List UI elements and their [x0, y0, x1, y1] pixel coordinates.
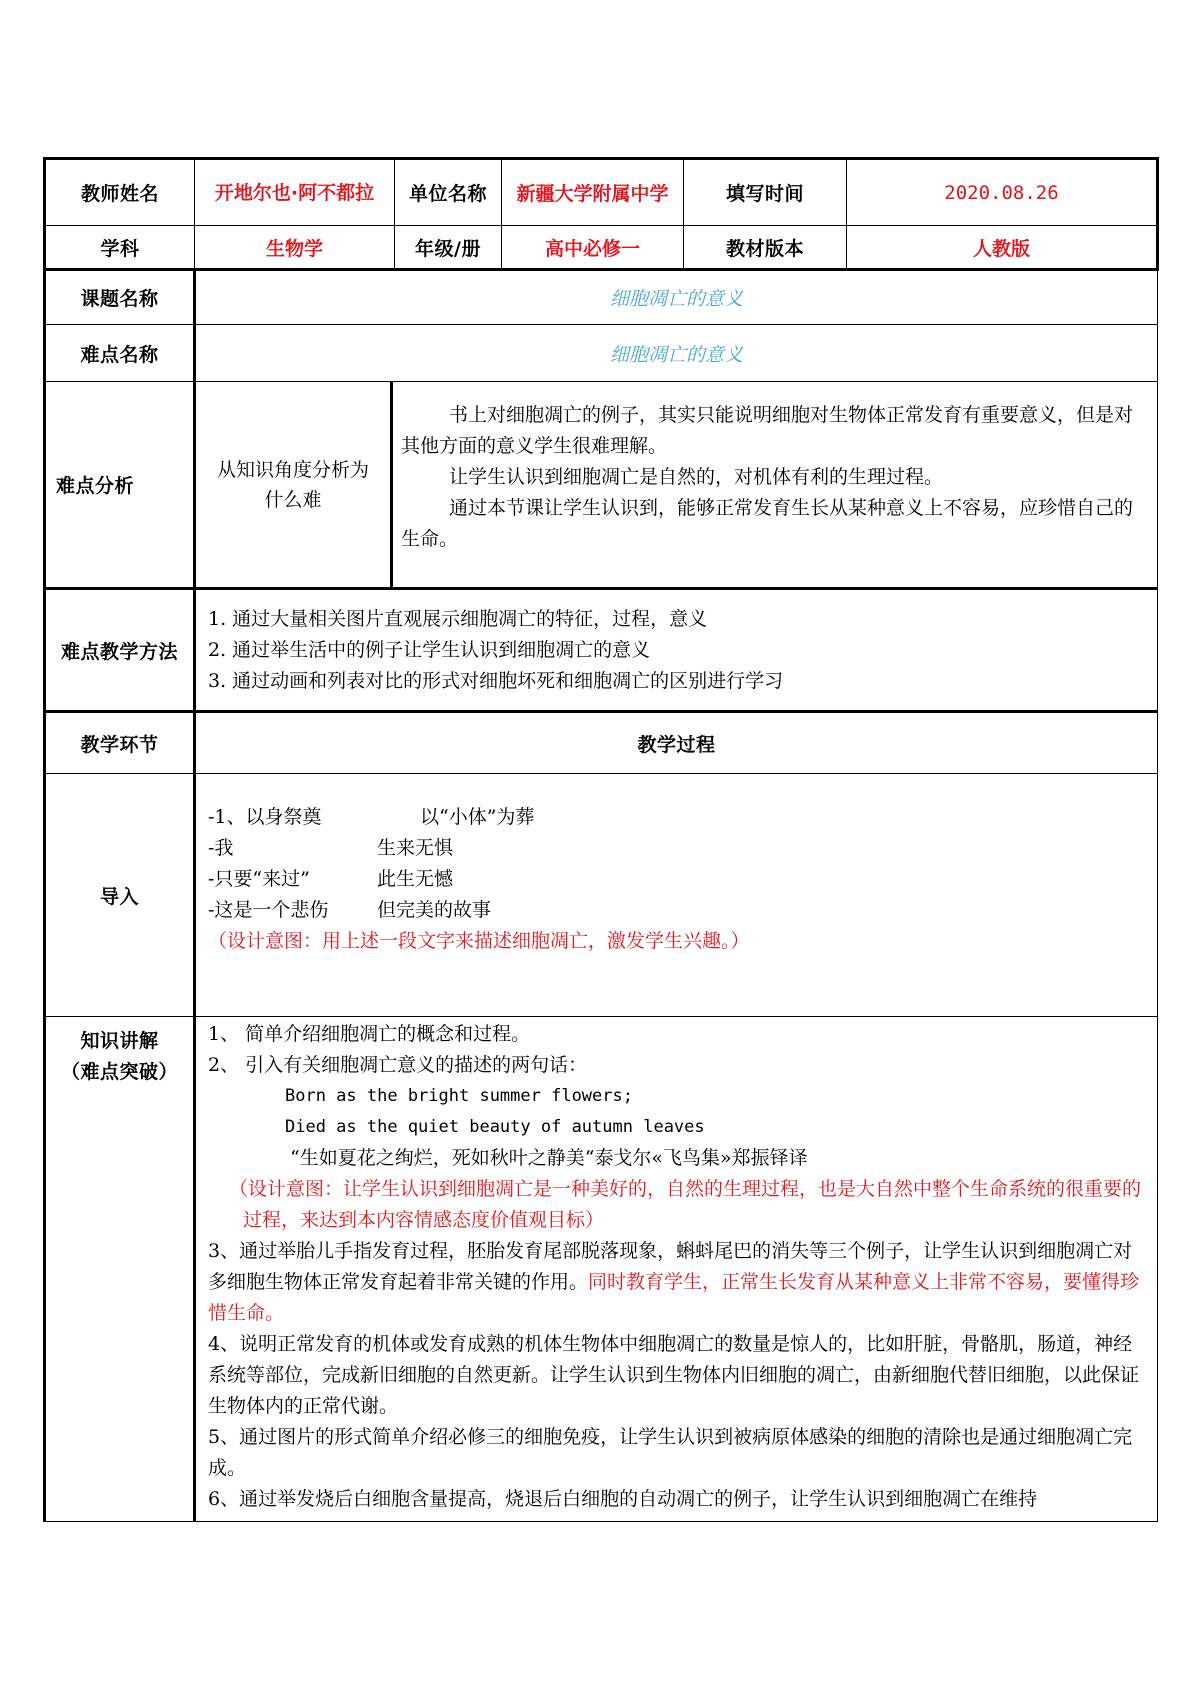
intro-line: -这是一个悲伤 但完美的故事	[208, 899, 492, 921]
method-item: 3. 通过动画和列表对比的形式对细胞坏死和细胞凋亡的区别进行学习	[208, 669, 784, 692]
analysis-paragraph: 让学生认识到细胞凋亡是自然的，对机体有利的生理过程。	[449, 466, 944, 488]
intro-label: 导入	[45, 774, 195, 1017]
lesson-plan-table	[43, 157, 1159, 1522]
knowledge-design-note: （设计意图：让学生认识到细胞凋亡是一种美好的，自然的生理过程，也是大自然中整个生命系统的很重要的过程，来达到本内容情感态度价值观目标）	[229, 1178, 1142, 1231]
intro-line: -1、以身祭奠 以“小体”为葬	[208, 806, 535, 828]
methods-label: 难点教学方法	[45, 589, 195, 712]
knowledge-point: 6、通过举发烧后白细胞含量提高，烧退后白细胞的自动凋亡的例子，让学生认识到细胞凋亡在维持	[208, 1488, 1038, 1510]
analysis-content	[392, 382, 1158, 589]
analysis-paragraph: 通过本节课让学生认识到，能够正常发育生长从某种意义上不容易，应珍惜自己的生命。	[401, 497, 1134, 550]
date-label: 填写时间	[684, 159, 847, 226]
subject-label: 学科	[45, 226, 195, 270]
topic-label: 课题名称	[45, 270, 195, 325]
intro-design-note: （设计意图：用上述一段文字来描述细胞凋亡，激发学生兴趣。）	[208, 930, 750, 952]
intro-line: -只要“来过” 此生无憾	[208, 868, 454, 890]
subject-value: 生物学	[195, 226, 395, 270]
unit-label: 单位名称	[395, 159, 502, 226]
unit-value: 新疆大学附属中学	[502, 159, 684, 226]
stage-label: 教学环节	[45, 712, 195, 774]
knowledge-point: 4、说明正常发育的机体或发育成熟的机体生物体中细胞凋亡的数量是惊人的，比如肝脏，骨骼肌，肠道，神经系统等部位，完成新旧细胞的自然更新。让学生认识到生物体内旧细胞的凋亡，由新细胞代替旧细胞，以此保证生物体内的正常代谢。	[208, 1333, 1140, 1417]
knowledge-label-line2: （难点突破）	[60, 1061, 178, 1083]
analysis-label: 难点分析	[45, 382, 195, 589]
method-item: 2. 通过举生活中的例子让学生认识到细胞凋亡的意义	[208, 638, 651, 661]
grade-label: 年级/册	[395, 226, 502, 270]
teacher-value: 开地尔也·阿不都拉	[195, 159, 395, 226]
analysis-sub-label: 从知识角度分析为什么难	[195, 382, 392, 589]
difficulty-label: 难点名称	[45, 325, 195, 382]
methods-content	[195, 589, 1158, 712]
grade-value: 高中必修一	[502, 226, 684, 270]
lesson-plan-sheet	[43, 157, 1156, 1522]
knowledge-point: 5、通过图片的形式简单介绍必修三的细胞免疫，让学生认识到被病原体感染的细胞的清除也是通过细胞凋亡完成。	[208, 1426, 1133, 1479]
quote-chinese: “生如夏花之绚烂，死如秋叶之静美“泰戈尔«飞鸟集»郑振铎译	[290, 1147, 808, 1169]
quote-english-line: Born as the bright summer flowers;	[285, 1086, 633, 1106]
knowledge-point: 2、 引入有关细胞凋亡意义的描述的两句话：	[208, 1054, 588, 1076]
analysis-paragraph: 书上对细胞凋亡的例子，其实只能说明细胞对生物体正常发育有重要意义，但是对其他方面的意义学生很难理解。	[401, 404, 1134, 457]
knowledge-point: 3、通过举胎儿手指发育过程，胚胎发育尾部脱落现象，蝌蚪尾巴的消失等三个例子，让学生认识到细胞凋亡对多细胞生物体正常发育起着非常关键的作用。同时教育学生，正常生长发育从某种意义上非常不容易，要懂得珍惜生命。	[208, 1240, 1140, 1324]
method-item: 1. 通过大量相关图片直观展示细胞凋亡的特征，过程，意义	[208, 607, 708, 630]
process-header: 教学过程	[195, 712, 1158, 774]
knowledge-emphasis: 同时教育学生，正常生长发育从某种意义上非常不容易，要懂得珍惜生命。	[208, 1271, 1140, 1324]
date-value: 2020.08.26	[847, 159, 1158, 226]
quote-english-line: Died as the quiet beauty of autumn leaves	[285, 1117, 705, 1137]
knowledge-point: 1、 简单介绍细胞凋亡的概念和过程。	[208, 1023, 531, 1045]
difficulty-value: 细胞凋亡的意义	[195, 325, 1158, 382]
knowledge-label	[45, 1017, 195, 1522]
intro-content	[195, 774, 1158, 1017]
edition-label: 教材版本	[684, 226, 847, 270]
intro-line: -我 生来无惧	[208, 837, 454, 859]
edition-value: 人教版	[847, 226, 1158, 270]
knowledge-content	[195, 1017, 1158, 1522]
teacher-label: 教师姓名	[45, 159, 195, 226]
knowledge-label-line1: 知识讲解	[80, 1030, 159, 1052]
topic-value: 细胞凋亡的意义	[195, 270, 1158, 325]
